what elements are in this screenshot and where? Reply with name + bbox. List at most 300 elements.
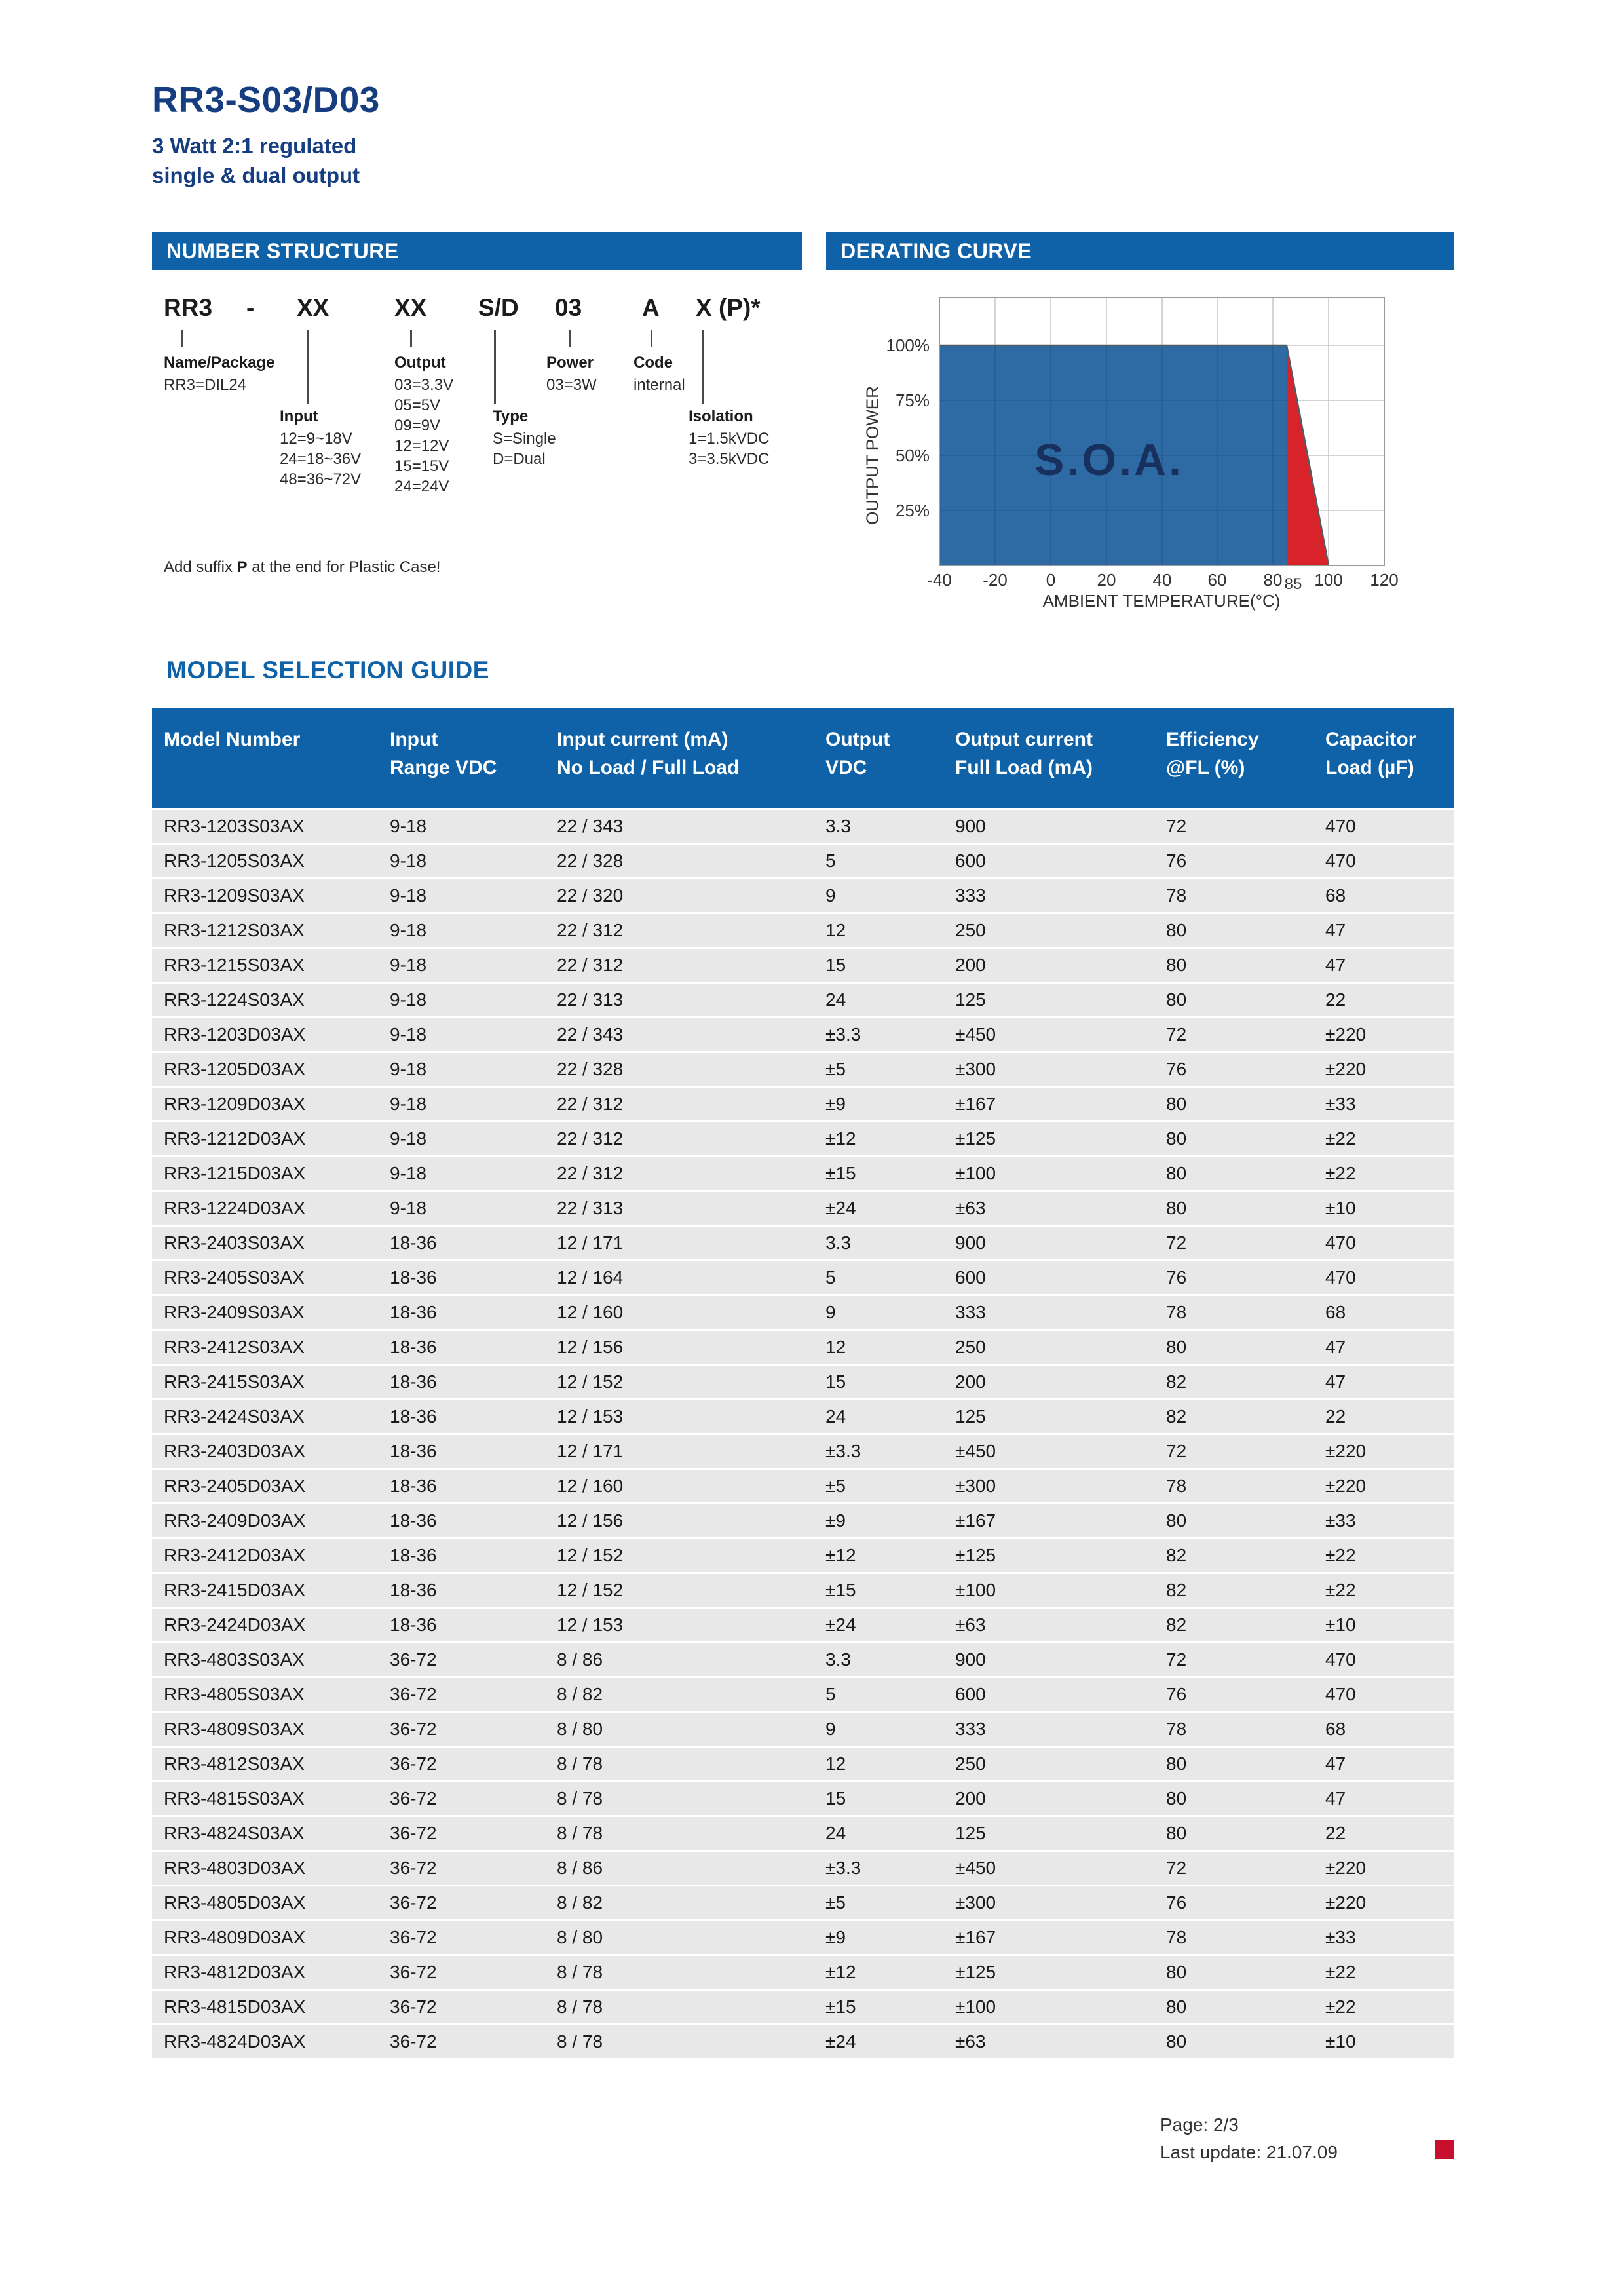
table-cell: 15 xyxy=(812,949,942,982)
xtick: 0 xyxy=(1046,570,1056,590)
table-cell: 80 xyxy=(1153,1192,1312,1225)
table-cell: 12 / 152 xyxy=(544,1366,812,1398)
table-cell: ±22 xyxy=(1312,1539,1454,1572)
table-cell: 470 xyxy=(1312,1227,1454,1259)
table-cell: 12 / 153 xyxy=(544,1609,812,1641)
table-cell: RR3-2405D03AX xyxy=(152,1470,377,1502)
part-code-token: A xyxy=(642,294,660,321)
table-cell: 18-36 xyxy=(377,1435,544,1468)
power-label: Power xyxy=(546,354,594,372)
header-line: VDC xyxy=(825,757,867,778)
table-cell: 5 xyxy=(812,1678,942,1711)
table-cell: ±125 xyxy=(942,1122,1153,1155)
table-cell: ±125 xyxy=(942,1539,1153,1572)
page-subtitle-line1: 3 Watt 2:1 regulated xyxy=(152,134,357,158)
table-row xyxy=(152,1227,1454,1259)
table-cell: ±24 xyxy=(812,2025,942,2058)
opt: 09=9V xyxy=(394,417,441,434)
table-cell: 9-18 xyxy=(377,949,544,982)
plastic-case-note xyxy=(164,558,440,577)
table-cell: 18-36 xyxy=(377,1609,544,1641)
ytick: 75% xyxy=(895,391,930,410)
model-selection-table xyxy=(152,706,1454,2060)
table-cell: 47 xyxy=(1312,949,1454,982)
table-cell: 72 xyxy=(1153,810,1312,843)
table-cell: 9-18 xyxy=(377,879,544,912)
table-cell: RR3-2424D03AX xyxy=(152,1609,377,1641)
table-cell: RR3-2403S03AX xyxy=(152,1227,377,1259)
table-cell: 333 xyxy=(942,1713,1153,1746)
part-code-token: X (P)* xyxy=(696,294,761,321)
table-cell: ±9 xyxy=(812,1504,942,1537)
table-cell: 22 / 312 xyxy=(544,1157,812,1190)
table-row xyxy=(152,914,1454,947)
table-cell: 470 xyxy=(1312,845,1454,877)
table-cell: 12 xyxy=(812,1331,942,1364)
table-cell: ±220 xyxy=(1312,1852,1454,1885)
table-cell: 9-18 xyxy=(377,1088,544,1120)
table-cell: RR3-2424S03AX xyxy=(152,1400,377,1433)
page-footer xyxy=(1160,2111,1338,2166)
table-cell: 22 xyxy=(1312,1400,1454,1433)
table-cell: ±220 xyxy=(1312,1018,1454,1051)
table-cell: 600 xyxy=(942,1678,1153,1711)
table-cell: ±24 xyxy=(812,1609,942,1641)
table-cell: ±15 xyxy=(812,1991,942,2023)
derating-curve-header: DERATING CURVE xyxy=(826,232,1454,270)
table-cell: 9-18 xyxy=(377,1192,544,1225)
table-cell: 200 xyxy=(942,949,1153,982)
table-cell: 5 xyxy=(812,845,942,877)
table-cell: RR3-1209D03AX xyxy=(152,1088,377,1120)
header-line: Capacitor xyxy=(1325,729,1416,750)
table-cell: 36-72 xyxy=(377,1956,544,1989)
table-cell: 15 xyxy=(812,1366,942,1398)
table-row xyxy=(152,1088,1454,1120)
table-cell: 80 xyxy=(1153,949,1312,982)
table-cell: ±300 xyxy=(942,1886,1153,1919)
opt: 05=5V xyxy=(394,396,441,414)
table-cell: 18-36 xyxy=(377,1574,544,1607)
table-cell: 12 xyxy=(812,914,942,947)
note-text: Add suffix xyxy=(164,558,237,576)
table-cell: 12 / 156 xyxy=(544,1331,812,1364)
table-cell: 3.3 xyxy=(812,1643,942,1676)
table-row xyxy=(152,1956,1454,1989)
output-label: Output xyxy=(394,354,446,372)
code-value: internal xyxy=(633,376,685,394)
table-cell: 82 xyxy=(1153,1609,1312,1641)
table-cell: 36-72 xyxy=(377,1748,544,1780)
table-cell: 12 / 152 xyxy=(544,1574,812,1607)
table-cell: ±100 xyxy=(942,1991,1153,2023)
column-header-model-number xyxy=(152,708,377,808)
table-row xyxy=(152,1296,1454,1329)
table-cell: 80 xyxy=(1153,1956,1312,1989)
table-row xyxy=(152,1609,1454,1641)
column-header-output-vdc xyxy=(812,708,942,808)
table-body xyxy=(152,810,1454,2058)
table-cell: ±167 xyxy=(942,1504,1153,1537)
table-cell: 22 / 343 xyxy=(544,810,812,843)
table-row xyxy=(152,1018,1454,1051)
isolation-label: Isolation xyxy=(689,408,753,425)
isolation-options xyxy=(689,429,769,469)
table-cell: ±33 xyxy=(1312,1921,1454,1954)
table-cell: RR3-1209S03AX xyxy=(152,879,377,912)
table-cell: 80 xyxy=(1153,914,1312,947)
table-cell: 12 / 171 xyxy=(544,1227,812,1259)
table-cell: RR3-4815D03AX xyxy=(152,1991,377,2023)
table-cell: 600 xyxy=(942,1261,1153,1294)
connector-line xyxy=(410,330,412,347)
table-cell: ±167 xyxy=(942,1088,1153,1120)
table-cell: 78 xyxy=(1153,1921,1312,1954)
table-cell: 900 xyxy=(942,1227,1153,1259)
table-cell: ±10 xyxy=(1312,1609,1454,1641)
derating-chart xyxy=(826,270,1454,611)
table-cell: 22 / 313 xyxy=(544,984,812,1016)
table-cell: RR3-1212S03AX xyxy=(152,914,377,947)
table-cell: RR3-2415D03AX xyxy=(152,1574,377,1607)
xtick: -20 xyxy=(983,570,1008,590)
table-cell: ±220 xyxy=(1312,1435,1454,1468)
table-cell: RR3-2405S03AX xyxy=(152,1261,377,1294)
table-cell: 22 / 343 xyxy=(544,1018,812,1051)
table-cell: 9-18 xyxy=(377,984,544,1016)
table-cell: 78 xyxy=(1153,1296,1312,1329)
table-cell: 8 / 78 xyxy=(544,1748,812,1780)
table-cell: 78 xyxy=(1153,1470,1312,1502)
table-cell: 82 xyxy=(1153,1366,1312,1398)
table-cell: 22 xyxy=(1312,1817,1454,1850)
table-cell: 18-36 xyxy=(377,1261,544,1294)
table-cell: 5 xyxy=(812,1261,942,1294)
derating-curve-section xyxy=(826,232,1454,611)
column-header-capacitor-load xyxy=(1312,708,1454,808)
output-options xyxy=(394,375,453,497)
table-cell: 9-18 xyxy=(377,914,544,947)
table-cell: 200 xyxy=(942,1366,1153,1398)
ytick: 50% xyxy=(895,446,930,465)
table-cell: 18-36 xyxy=(377,1470,544,1502)
table-cell: RR3-4805D03AX xyxy=(152,1886,377,1919)
table-cell: 36-72 xyxy=(377,1643,544,1676)
table-cell: RR3-4803D03AX xyxy=(152,1852,377,1885)
opt: 24=18~36V xyxy=(280,450,362,468)
connector-line xyxy=(651,330,652,347)
header-line: Range VDC xyxy=(390,757,497,778)
table-cell: 18-36 xyxy=(377,1366,544,1398)
table-cell: 8 / 78 xyxy=(544,1817,812,1850)
table-cell: 9-18 xyxy=(377,1122,544,1155)
table-cell: 76 xyxy=(1153,1053,1312,1086)
table-cell: ±33 xyxy=(1312,1088,1454,1120)
opt: 3=3.5kVDC xyxy=(689,450,770,468)
table-cell: RR3-2412D03AX xyxy=(152,1539,377,1572)
column-header-efficiency xyxy=(1153,708,1312,808)
xtick: 40 xyxy=(1152,570,1172,590)
table-cell: 80 xyxy=(1153,1991,1312,2023)
opt: 03=3.3V xyxy=(394,376,454,394)
table-cell: ±24 xyxy=(812,1192,942,1225)
table-cell: RR3-4812D03AX xyxy=(152,1956,377,1989)
table-row xyxy=(152,845,1454,877)
table-cell: 47 xyxy=(1312,1748,1454,1780)
masthead xyxy=(152,79,380,190)
type-options xyxy=(493,429,556,469)
part-code-token: XX xyxy=(394,294,427,321)
table-cell: ±220 xyxy=(1312,1470,1454,1502)
table-cell: 470 xyxy=(1312,810,1454,843)
table-cell: 80 xyxy=(1153,1748,1312,1780)
ytick: 25% xyxy=(895,501,930,520)
table-cell: 470 xyxy=(1312,1643,1454,1676)
table-row xyxy=(152,1122,1454,1155)
table-cell: RR3-2409D03AX xyxy=(152,1504,377,1537)
table-cell: 12 xyxy=(812,1748,942,1780)
table-cell: 9-18 xyxy=(377,1157,544,1190)
table-row xyxy=(152,1157,1454,1190)
ytick: 100% xyxy=(886,335,930,355)
table-row xyxy=(152,1504,1454,1537)
table-cell: ±3.3 xyxy=(812,1435,942,1468)
input-label: Input xyxy=(280,408,318,425)
connector-line xyxy=(307,330,309,404)
table-row xyxy=(152,1817,1454,1850)
soa-label: S.O.A. xyxy=(1034,435,1184,485)
type-label: Type xyxy=(493,408,529,425)
table-row xyxy=(152,984,1454,1016)
footer-page-number: Page: 2/3 xyxy=(1160,2114,1239,2135)
table-cell: ±220 xyxy=(1312,1886,1454,1919)
table-cell: ±300 xyxy=(942,1470,1153,1502)
table-cell: ±63 xyxy=(942,1609,1153,1641)
table-cell: 3.3 xyxy=(812,810,942,843)
table-cell: ±100 xyxy=(942,1157,1153,1190)
table-cell: 200 xyxy=(942,1782,1153,1815)
connector-line xyxy=(181,330,183,347)
table-cell: 82 xyxy=(1153,1574,1312,1607)
name-package-label: Name/Package xyxy=(164,354,275,372)
table-cell: 250 xyxy=(942,914,1153,947)
table-row xyxy=(152,1539,1454,1572)
table-cell: 900 xyxy=(942,810,1153,843)
table-row xyxy=(152,1192,1454,1225)
table-row xyxy=(152,1678,1454,1711)
table-cell: ±22 xyxy=(1312,1574,1454,1607)
header-line: Full Load (mA) xyxy=(955,757,1093,778)
table-cell: 36-72 xyxy=(377,1991,544,2023)
table-cell: 9 xyxy=(812,879,942,912)
table-cell: 47 xyxy=(1312,1782,1454,1815)
table-cell: 68 xyxy=(1312,879,1454,912)
header-line: Input current (mA) xyxy=(557,729,728,750)
table-cell: 72 xyxy=(1153,1852,1312,1885)
xtick: 20 xyxy=(1097,570,1116,590)
table-cell: 333 xyxy=(942,879,1153,912)
table-cell: 22 / 312 xyxy=(544,1088,812,1120)
table-cell: 82 xyxy=(1153,1400,1312,1433)
table-cell: RR3-1205S03AX xyxy=(152,845,377,877)
table-cell: ±220 xyxy=(1312,1053,1454,1086)
table-cell: 36-72 xyxy=(377,1852,544,1885)
xtick: -40 xyxy=(927,570,952,590)
table-cell: ±5 xyxy=(812,1886,942,1919)
table-cell: RR3-4805S03AX xyxy=(152,1678,377,1711)
table-row xyxy=(152,1261,1454,1294)
table-cell: 47 xyxy=(1312,1331,1454,1364)
header-line: Input xyxy=(390,729,438,750)
table-cell: 72 xyxy=(1153,1435,1312,1468)
table-cell: 22 / 328 xyxy=(544,845,812,877)
table-row xyxy=(152,2025,1454,2058)
table-cell: 76 xyxy=(1153,1678,1312,1711)
table-cell: 22 / 312 xyxy=(544,1122,812,1155)
part-code-token: - xyxy=(246,294,255,321)
table-cell: 9 xyxy=(812,1296,942,1329)
xtick: 80 xyxy=(1263,570,1283,590)
opt: S=Single xyxy=(493,430,556,448)
header-line: Output current xyxy=(955,729,1093,750)
table-cell: ±12 xyxy=(812,1956,942,1989)
table-cell: ±5 xyxy=(812,1470,942,1502)
table-cell: 80 xyxy=(1153,1157,1312,1190)
table-cell: RR3-4815S03AX xyxy=(152,1782,377,1815)
table-cell: 76 xyxy=(1153,845,1312,877)
opt: 12=12V xyxy=(394,437,449,455)
table-cell: 80 xyxy=(1153,1782,1312,1815)
table-row xyxy=(152,1748,1454,1780)
table-cell: 600 xyxy=(942,845,1153,877)
table-cell: 8 / 78 xyxy=(544,2025,812,2058)
y-axis-label: OUTPUT POWER xyxy=(862,386,882,525)
table-cell: 68 xyxy=(1312,1713,1454,1746)
table-cell: RR3-1224D03AX xyxy=(152,1192,377,1225)
opt: 48=36~72V xyxy=(280,470,362,488)
table-cell: 900 xyxy=(942,1643,1153,1676)
table-cell: 18-36 xyxy=(377,1331,544,1364)
page-subtitle-line2: single & dual output xyxy=(152,163,360,187)
table-cell: RR3-1212D03AX xyxy=(152,1122,377,1155)
table-cell: 22 / 312 xyxy=(544,949,812,982)
table-cell: RR3-1215S03AX xyxy=(152,949,377,982)
xtick: 120 xyxy=(1370,570,1399,590)
part-code-token: XX xyxy=(297,294,330,321)
table-cell: ±5 xyxy=(812,1053,942,1086)
table-cell: 333 xyxy=(942,1296,1153,1329)
table-cell: 8 / 82 xyxy=(544,1886,812,1919)
table-cell: 82 xyxy=(1153,1539,1312,1572)
table-cell: RR3-1215D03AX xyxy=(152,1157,377,1190)
table-cell: 22 / 320 xyxy=(544,879,812,912)
table-row xyxy=(152,1331,1454,1364)
table-cell: 72 xyxy=(1153,1227,1312,1259)
table-cell: 78 xyxy=(1153,879,1312,912)
table-cell: 22 / 312 xyxy=(544,914,812,947)
table-cell: 12 / 152 xyxy=(544,1539,812,1572)
table-cell: 12 / 153 xyxy=(544,1400,812,1433)
table-cell: 36-72 xyxy=(377,1921,544,1954)
table-cell: ±450 xyxy=(942,1018,1153,1051)
table-cell: ±22 xyxy=(1312,1157,1454,1190)
table-cell: 24 xyxy=(812,1400,942,1433)
connector-line xyxy=(702,330,704,404)
table-cell: 24 xyxy=(812,1817,942,1850)
table-cell: 8 / 86 xyxy=(544,1852,812,1885)
table-cell: ±15 xyxy=(812,1574,942,1607)
table-cell: ±100 xyxy=(942,1574,1153,1607)
table-cell: 76 xyxy=(1153,1886,1312,1919)
table-cell: RR3-1203D03AX xyxy=(152,1018,377,1051)
table-cell: 47 xyxy=(1312,1366,1454,1398)
opt: 15=15V xyxy=(394,457,449,475)
table-cell: 8 / 82 xyxy=(544,1678,812,1711)
table-cell: 80 xyxy=(1153,1122,1312,1155)
model-selection-guide-title: MODEL SELECTION GUIDE xyxy=(166,657,489,683)
table-cell: RR3-1205D03AX xyxy=(152,1053,377,1086)
table-cell: ±63 xyxy=(942,1192,1153,1225)
table-cell: ±10 xyxy=(1312,2025,1454,2058)
table-cell: 18-36 xyxy=(377,1227,544,1259)
xtick: 100 xyxy=(1314,570,1343,590)
number-structure-section xyxy=(152,232,802,611)
number-structure-header: NUMBER STRUCTURE xyxy=(152,232,802,270)
column-header-input-range xyxy=(377,708,544,808)
table-row xyxy=(152,1470,1454,1502)
column-header-input-current xyxy=(544,708,812,808)
table-cell: 8 / 86 xyxy=(544,1643,812,1676)
table-cell: ±9 xyxy=(812,1921,942,1954)
table-cell: 9-18 xyxy=(377,1018,544,1051)
table-row xyxy=(152,1713,1454,1746)
header-line: No Load / Full Load xyxy=(557,757,740,778)
table-row xyxy=(152,1574,1454,1607)
table-cell: 9-18 xyxy=(377,810,544,843)
table-cell: RR3-4809D03AX xyxy=(152,1921,377,1954)
table-cell: 36-72 xyxy=(377,1886,544,1919)
table-cell: 24 xyxy=(812,984,942,1016)
table-cell: 3.3 xyxy=(812,1227,942,1259)
table-cell: 78 xyxy=(1153,1713,1312,1746)
table-cell: 22 xyxy=(1312,984,1454,1016)
table-cell: ±450 xyxy=(942,1435,1153,1468)
table-cell: 22 / 313 xyxy=(544,1192,812,1225)
note-text: at the end for Plastic Case! xyxy=(247,558,441,576)
table-cell: 18-36 xyxy=(377,1400,544,1433)
table-cell: 36-72 xyxy=(377,1678,544,1711)
x-axis-label: AMBIENT TEMPERATURE(°C) xyxy=(1042,591,1281,611)
table-cell: ±22 xyxy=(1312,1122,1454,1155)
table-cell: 68 xyxy=(1312,1296,1454,1329)
table-row xyxy=(152,879,1454,912)
table-cell: 125 xyxy=(942,1400,1153,1433)
note-suffix-letter: P xyxy=(236,558,248,576)
table-cell: ±125 xyxy=(942,1956,1153,1989)
table-row xyxy=(152,1643,1454,1676)
table-cell: ±15 xyxy=(812,1157,942,1190)
table-row xyxy=(152,1991,1454,2023)
table-cell: 8 / 78 xyxy=(544,1956,812,1989)
part-code-token: RR3 xyxy=(164,294,213,321)
table-cell: 80 xyxy=(1153,2025,1312,2058)
brand-mark xyxy=(1435,2140,1454,2159)
table-cell: RR3-2415S03AX xyxy=(152,1366,377,1398)
table-cell: 36-72 xyxy=(377,2025,544,2058)
table-cell: 9-18 xyxy=(377,1053,544,1086)
table-cell: ±63 xyxy=(942,2025,1153,2058)
code-label: Code xyxy=(633,354,673,372)
